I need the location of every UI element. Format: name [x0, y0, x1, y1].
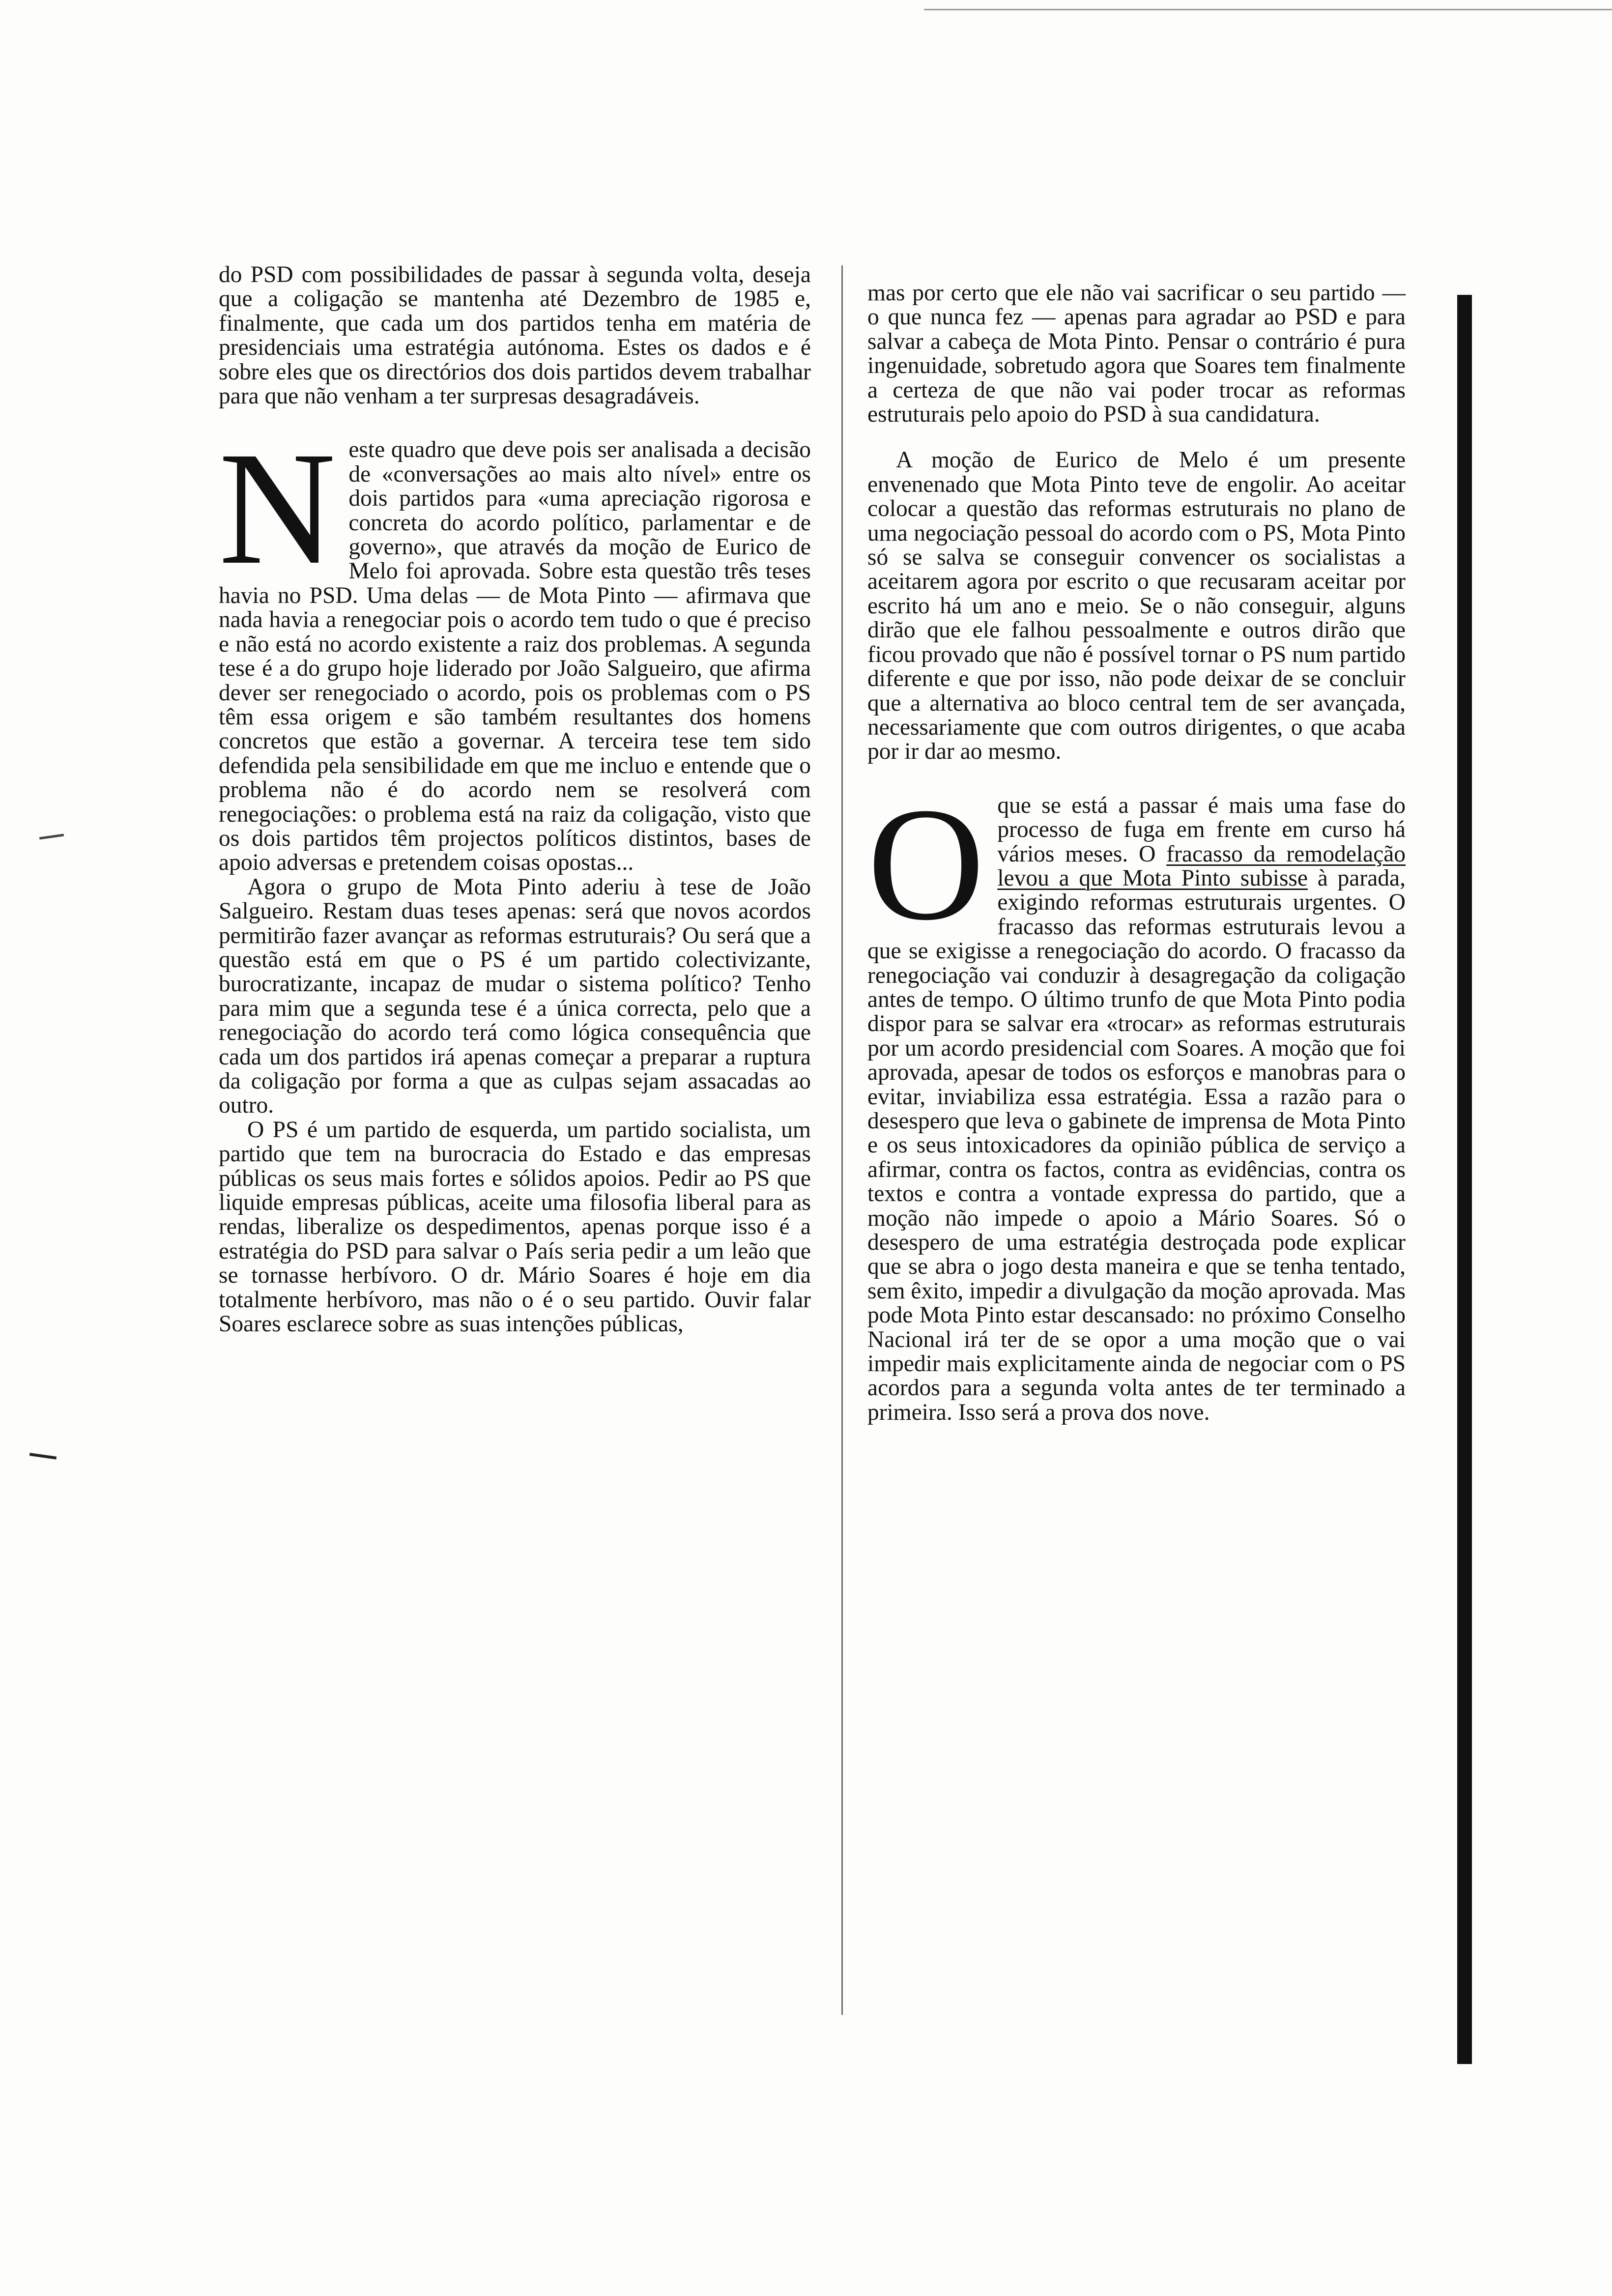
right-section-paragraph	[867, 774, 1406, 1425]
right-paragraph-1: A moção de Eurico de Melo é um presente envenenado que Mota Pinto teve de engolir. Ao aceitar colocar a questão das reformas estruturais no plano de uma negociação pessoal do acordo com o PS, Mota Pinto só se salva se conseguir convencer os socialistas a aceitarem agora por escrito o que recusaram aceitar por escrito há um ano e meio. Se o não conseguir, alguns dirão que ele falhou pessoalmente e outros dirão que ficou provado que não é possível tornar o PS num partido diferente e que por isso, não pode deixar de se concluir que a alternativa ao bloco central tem de ser avançada, necessariamente que com outros dirigentes, o que acaba por ir dar ao mesmo.	[867, 447, 1406, 765]
left-column	[219, 263, 811, 1336]
handwritten-underline-text: fracasso da remodelação levou a que Mota Pinto subisse	[997, 841, 1406, 891]
right-intro-paragraph: mas por certo que ele não vai sacrificar o seu partido — o que nunca fez — apenas para agradar ao PSD e para salvar a cabeça de Mota Pinto. Pensar o contrário é pura ingenuidade, sobretudo agora que Soares tem finalmente a certeza de que não vai poder trocar as reformas estruturais pelo apoio do PSD à sua candidatura.	[867, 280, 1406, 428]
dropcap-o: O	[867, 774, 985, 954]
dropcap-n: N	[219, 419, 336, 599]
right-section-text-b: à parada, exigindo reformas estruturais urgentes. O fracasso das reformas estruturais levou a que se exigisse a renegociação do acordo. O fracasso da renegociação vai conduzir à desagregação da coligação antes de tempo. O último trunfo de que Mota Pinto podia dispor para se salvar era «trocar» as reformas estruturais por um acordo presidencial com Soares. A moção que foi aprovada, apesar de todos os esforços e manobras para o evitar, inviabiliza essa estratégia. Essa a razão para o desespero que leva o gabinete de imprensa de Mota Pinto e os seus intoxicadores da opinião pública de serviço a afirmar, contra os factos, contra as evidências, contra os textos e contra a vontade expressa do partido, que a moção não impede o apoio a Mário Soares. Só o desespero de uma estratégia destroçada pode explicar que se abra o jogo desta maneira e que se tenha tentado, sem êxito, impedir a divulgação da moção aprovada. Mas pode Mota Pinto estar descansado: no próximo Conselho Nacional irá ter de se opor a uma moção que o vai impedir mais explicitamente ainda de negociar com o PS acordos para a segunda volta antes de ter terminado a primeira. Isso será a prova dos nove.	[867, 865, 1406, 1425]
column-divider	[841, 265, 843, 2015]
scan-edge-line	[924, 9, 1612, 10]
right-column	[867, 281, 1406, 1425]
paragraph-gap	[867, 427, 1406, 448]
left-paragraph-2: Agora o grupo de Mota Pinto aderiu à tese de João Salgueiro. Restam duas teses apenas: será que novos acordos permitirão fazer avançar as reformas estruturais? Ou será que a questão está em que o PS é um partido colectivizante, burocratizante, incapaz de mudar o sistema político? Tenho para mim que a segunda tese é a única correcta, pelo que a renegociação do acordo terá como lógica consequência que cada um dos partidos irá apenas começar a preparar a ruptura da coligação por forma a que as culpas sejam assacadas ao outro.	[219, 874, 811, 1119]
left-paragraph-3: O PS é um partido de esquerda, um partido socialista, um partido que tem na burocracia do Estado e das empresas públicas os seus mais fortes e sólidos apoios. Pedir ao PS que liquide empresas públicas, aceite uma filosofia liberal para as rendas, liberalize os despedimentos, apenas porque isso é a estratégia do PSD para salvar o País seria pedir a um leão que se tornasse herbívoro. O dr. Mário Soares é hoje em dia totalmente herbívoro, mas não o é o seu partido. Ouvir falar Soares esclarece sobre as suas intenções públicas,	[219, 1117, 811, 1337]
left-section-paragraph	[219, 419, 811, 876]
left-section-text: este quadro que deve pois ser analisada a decisão de «conversações ao mais alto nível» entre os dois partidos para «uma apreciação rigorosa e concreta do acordo político, parlamentar e de governo», que através da moção de Eurico de Melo foi aprovada. Sobre esta questão três teses havia no PSD. Uma delas — de Mota Pinto — afirmava que nada havia a renegociar pois o acordo tem tudo o que é preciso e não está no acordo existente a raiz dos problemas. A segunda tese é a do grupo hoje liderado por João Salgueiro, que afirma dever ser renegociado o acordo, pois os problemas com o PS têm essa origem e são também resultantes dos homens concretos que estão a governar. A terceira tese tem sido defendida pela sensibilidade em que me incluo e entende que o problema não é do acordo nem se resolverá com renegociações: o problema está na raiz da coligação, visto que os dois partidos têm projectos políticos distintos, bases de apoio adversas e pretendem coisas opostas...	[219, 437, 811, 876]
margin-mark	[29, 1453, 57, 1460]
margin-mark	[39, 834, 64, 840]
right-section-text-a: que se está a passar é mais uma fase do processo de fuga em frente em curso há vários meses. O	[997, 792, 1406, 867]
left-intro-paragraph: do PSD com possibilidades de passar à segunda volta, deseja que a coligação se mantenha até Dezembro de 1985 e, finalmente, que cada um dos partidos tenha em matéria de presidenciais uma estratégia autónoma. Estes os dados e é sobre eles que os directórios dos dois partidos devem trabalhar para que não venham a ter surpresas desagradáveis.	[219, 262, 811, 409]
right-margin-bar	[1457, 295, 1472, 2064]
